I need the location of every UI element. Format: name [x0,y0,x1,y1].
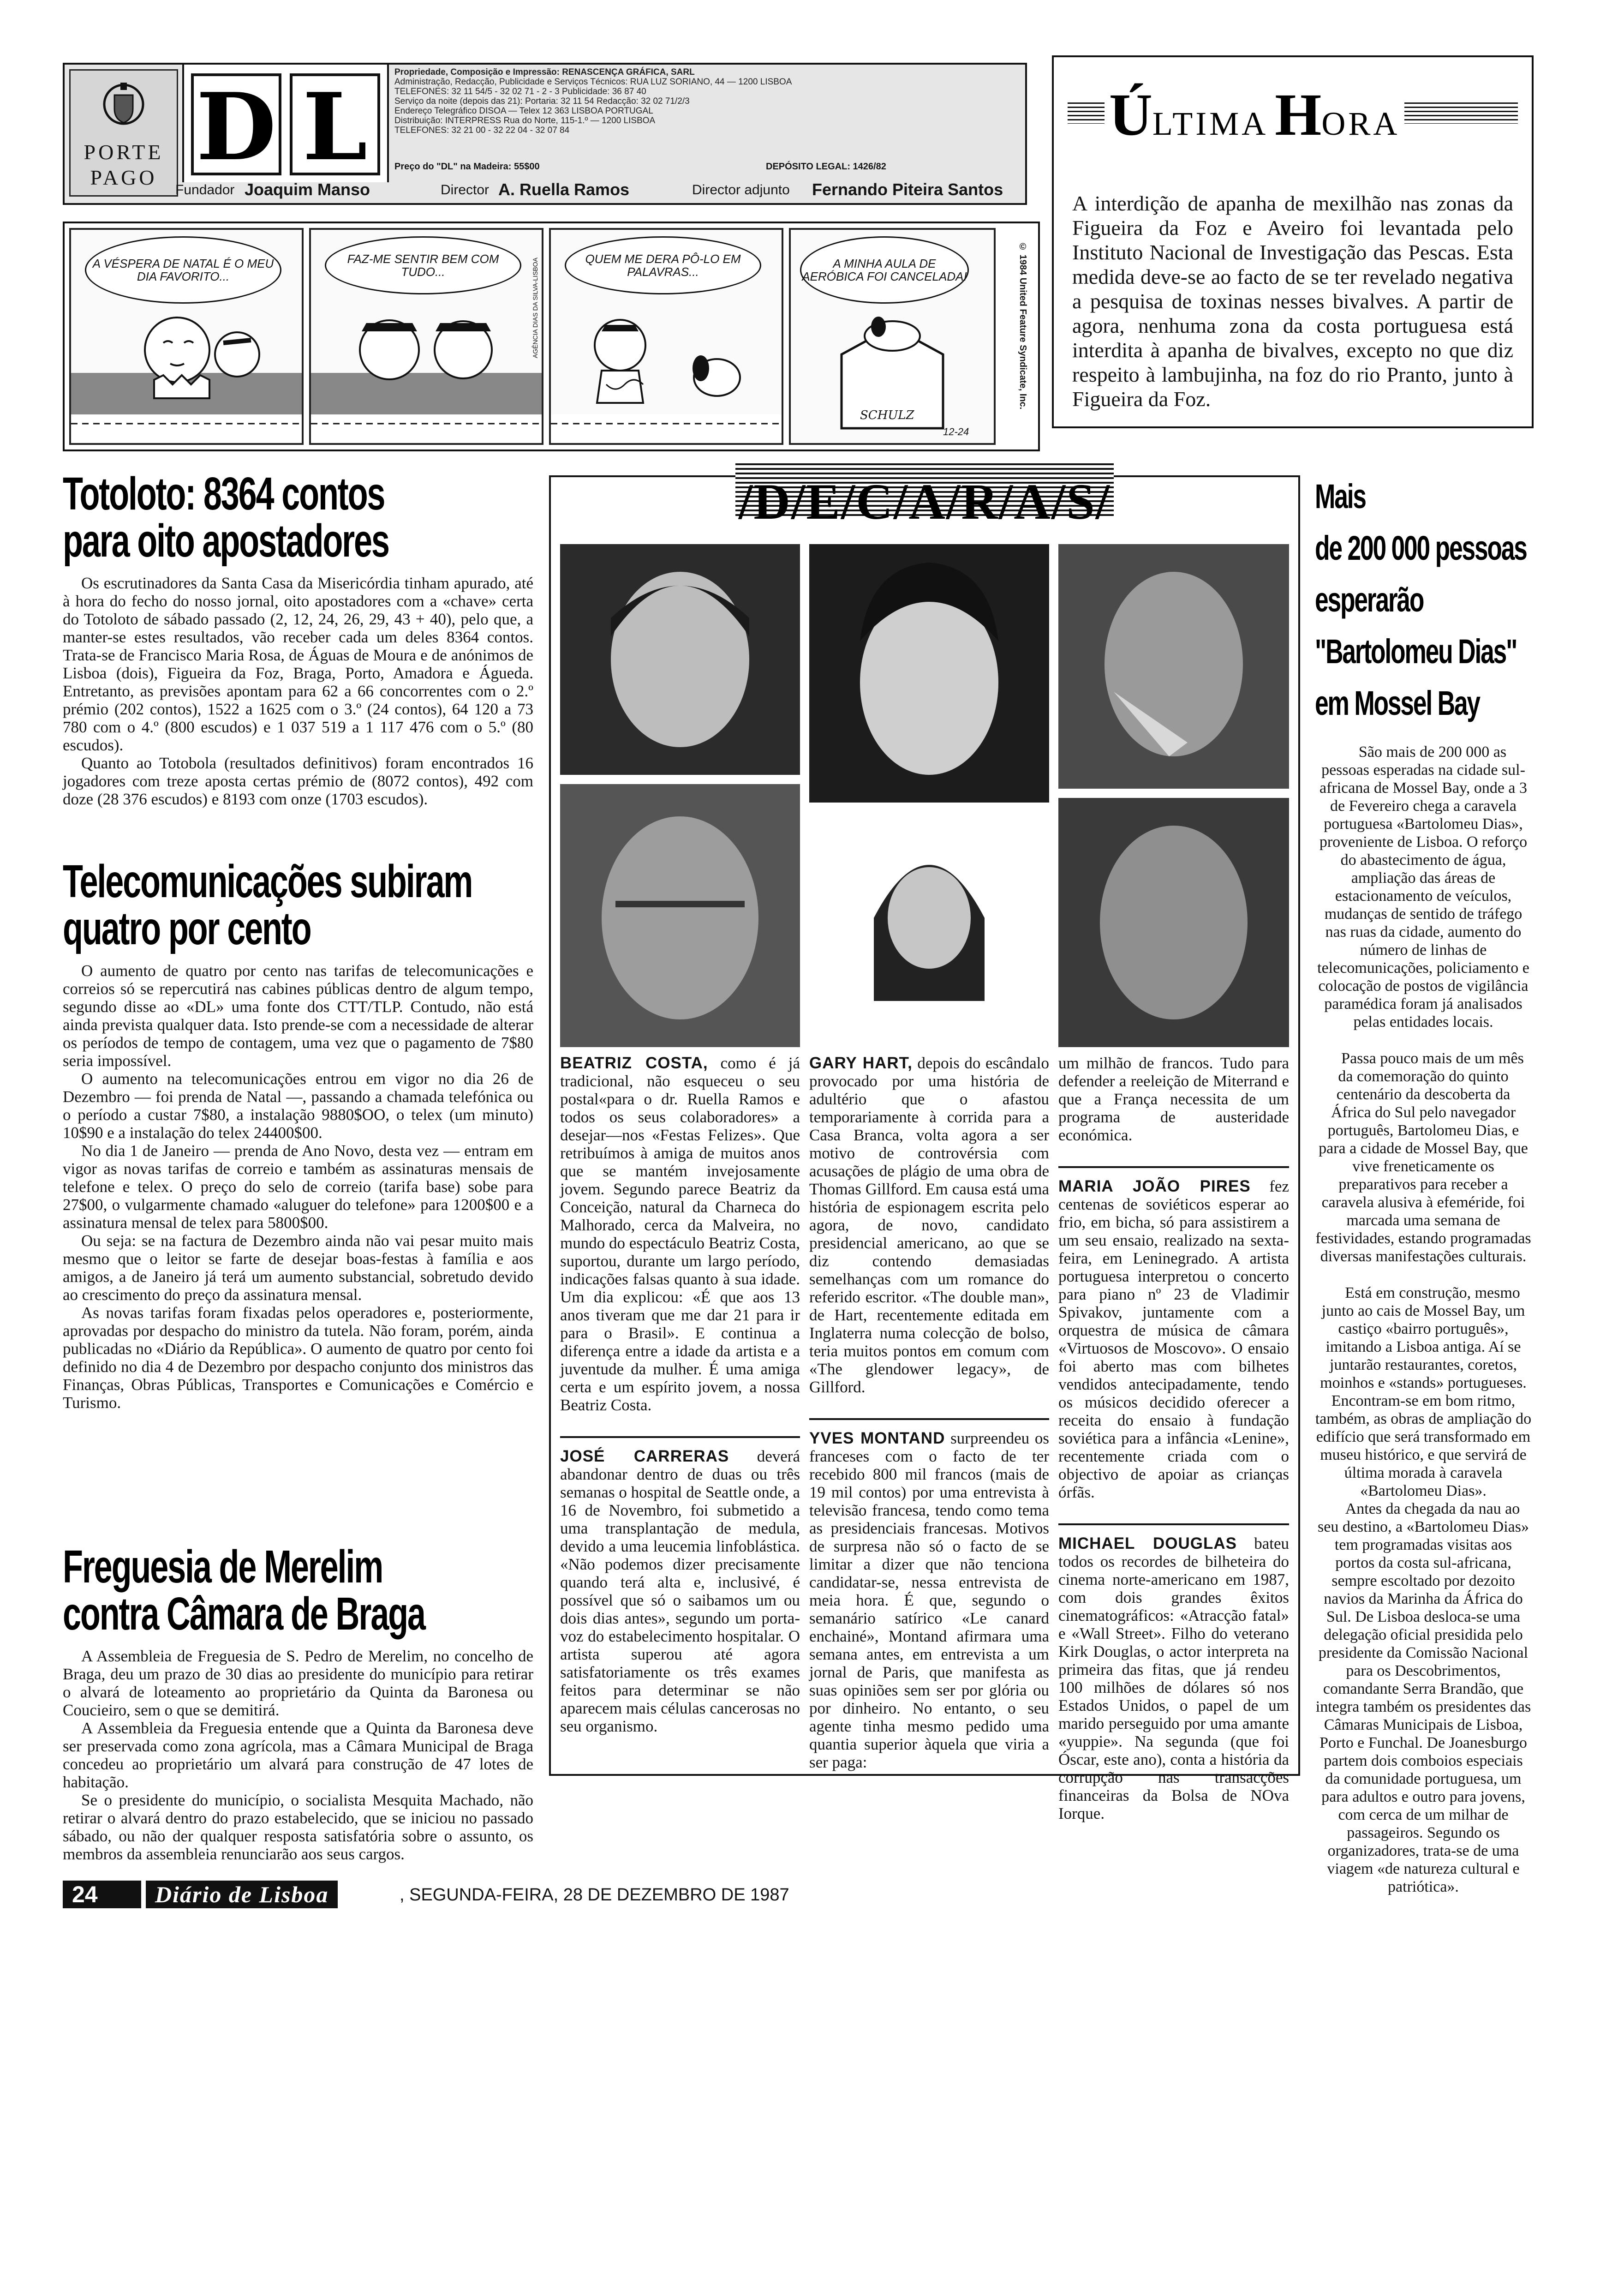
page-footer [63,1881,985,1913]
caption-michael-douglas [1058,1523,1289,1822]
caption-text: como é já tradicional, não esqueceu o seu postal«para o dr. Ruella Ramos e todos os seus colaboradores» a desejar—nos «Festas Felizes». Que retribuímos à amiga de muitos anos que se mantém invejosamente jovem. Segundo parece Beatriz da Conceição, natural da Charneca do Malhorado, cerca da Malveira, no mundo do espectáculo Beatriz Costa, suportou, durante um largo período, indicações falsas quanto à sua idade. Um dia explicou: «É que aos 13 anos tiveram que me dar 21 para ir para o Brasil». E continua a diferença entre a idade da artista e a juventude da mulher. É uma amiga certa e um espírito jovem, a nossa Beatriz Costa. [560,1054,800,1414]
photo-jose-carreras [560,784,800,1047]
person-name: MARIA JOÃO PIRES [1058,1177,1251,1195]
caption-text: surpreendeu os franceses com o facto de ter recebido 800 mil francos (mais de 19 mil contos) por uma entrevista à televisão francesa, tendo como tema as presidenciais francesas. Motivos de surpresa não só o facto de se limitar a dizer que não tenciona candidatar-se, nessa entrevista de meia hora. É que, segundo o semanário satírico «Le canard enchainé», Montand afirmara uma semana antes, em entrevista a um jornal de Paris, que manifesta as suas opiniões sem ser por glória ou por dinheiro. No entanto, o seu agente tinha mesmo pedido uma quantia superior àquela que viria a ser paga: [809,1429,1049,1771]
caption-text: fez centenas de soviéticos esperar ao frio, em bicha, só para assistirem a um seu ensaio, realizado na sexta-feira, em Leninegrado. A artista portuguesa interpretou o concerto para piano nº 23 de Vladimir Spivakov, juntamente com a orquestra de música de câmara «Virtuosos de Moscovo». O ensaio foi aberto mas com bilhetes vendidos antecipadamente, tendo os músicos decidido oferecer a receita do ensaio à fundação soviética para a infância «Lenine», recentemente criada com o objectivo de apoiar as crianças órfãs. [1058,1177,1289,1501]
ultima-hora-text: A interdição de apanha de mexilhão nas zonas da Figueira da Foz e Aveiro foi levantada pelo Instituto Nacional de Investigação das Pescas. Esta medida deve-se ao facto de se ter revelado negativa a pesquisa de toxinas nesses bivalves. A partir de agora, nenhuma zona da costa portuguesa está interdita à apanha de bivalves, excepto no que diz respeito à lambujinha, na foz do rio Pranto, junto à Figueira da Foz. [1072,192,1513,411]
person-name: YVES MONTAND [809,1429,945,1447]
strip-date: 12-24 [943,426,969,437]
telecom-headline-1: Telecomunicações subiram [63,856,472,907]
totoloto-headline-1: Totoloto: 8364 contos [63,468,385,520]
photo-yves-montand [1058,544,1289,789]
paragraph: Se o presidente do município, o socialista Mesquita Machado, não retirar o alvará dentro do prazo estabelecido, que se iniciou no passado sábado, ou não der qualquer resposta satisfatória sobre o assunto, os membros da assembleia renunciarão aos seus cargos. [63,1791,533,1863]
page-date: , SEGUNDA-FEIRA, 28 DE DEZEMBRO DE 1987 [400,1885,789,1905]
comic-panel-4 [789,228,996,445]
caption-beatriz-costa [560,1054,800,1414]
decaras-col-2 [809,1054,1049,1793]
bartolomeu-headline-1: Mais [1315,477,1366,515]
imprint-line: Endereço Telegráfico DISOA — Telex 12 363 LISBOA PORTUGAL [394,106,653,116]
ultima-hora-title [1068,76,1518,148]
porte-pago-box [69,69,178,197]
title-h: H [1275,82,1322,148]
person-name: MICHAEL DOUGLAS [1058,1534,1237,1552]
snoopy-doghouse-illustration [791,299,994,442]
paragraph: Está em construção, mesmo junto ao cais de Mossel Bay, um castiço «bairro português», imitando a Lisboa antiga. Aí se juntarão restaurantes, coretos, moinhos e «stands» portugueses. Encontram-se em bom ritmo, também, as obras de ampliação do edifício que será transformado em museu histórico, e que servirá de última morada à caravela «Bartolomeu Dias». [1315,1284,1532,1499]
fundador-label: Fundador [175,182,235,198]
children-snoopy-illustration [551,299,782,442]
paragraph: Ou seja: se na factura de Dezembro ainda não vai pesar muito mais mesmo que o leitor se farte de desejar boas-festas à família e aos amigos, a de Janeiro já terá um aumento substancial, sobretudo devido ao crescimento do preço da assinatura mensal. [63,1232,533,1304]
paragraph: A Assembleia da Freguesia entende que a Quinta da Baronesa deve ser preservada como zona agrícola, mas a Câmara Municipal de Braga concedeu ao proprietário um alvará para construção de 47 lotes de habitação. [63,1719,533,1791]
copyright-credit: © 1984 United Feature Syndicate, Inc. [1018,242,1028,410]
imprint-line: TELEFONES: 32 21 00 - 32 22 04 - 32 07 84 [394,126,570,135]
paragraph: O aumento de quatro por cento nas tarifas de telecomunicações e correios só se repercutirá nas cabines públicas dentro de algum tempo, segundo disse ao «DL» uma fonte dos CTT/TLP. Contudo, não está ainda prevista qualquer data. Isto prende-se com a necessidade de alterar os períodos de tempo de contagem, uma vez que o pagamento de 7$80 seria impossível. [63,962,533,1070]
paragraph: Os escrutinadores da Santa Casa da Misericórdia tinham apurado, até à hora do fecho do nosso jornal, oito apostadores com a «chave» certa do Totoloto de sábado passado (2, 12, 24, 26, 29, 43 + 40), pelo que, a manter-se estes resultados, vão receber cada um deles 8364 contos. Trata-se de Francisco Maria Rosa, de Águas de Moura e de anónimos de Lisboa (dois), Figueira da Foz, Braga, Porto, Amadora e Águeda. Entretanto, as previsões apontam para 62 a 66 concorrentes com o 2.º prémio (202 contos), 1522 a 1625 com o 3.º (24 contos), 64 120 a 73 780 com o 4.º (800 escudos) e 1 037 519 a 1 117 476 com o 5.º (80 escudos). [63,574,533,754]
photo-maria-joao-pires [809,812,1049,1024]
person-name: JOSÉ CARRERAS [560,1447,729,1465]
comic-panel-2 [309,228,543,445]
imprint-line: TELEFONES: 32 11 54/5 - 32 02 71 - 2 - 3 Publicidade: 36 87 40 [394,87,646,96]
merelim-body [63,1647,533,1863]
bartolomeu-headline-3: esperarão [1315,581,1424,619]
title-ora: ORA [1321,105,1400,142]
speech-bubble: QUEM ME DERA PÔ-LO EM PALAVRAS... [565,236,761,294]
speech-bubble: FAZ-ME SENTIR BEM COM TUDO... [325,236,521,294]
person-name: BEATRIZ COSTA, [560,1054,708,1072]
svg-text:L: L [302,73,368,181]
photo-beatriz-costa [560,544,800,775]
svg-text:D: D [196,73,276,181]
imprint-line: Administração, Redacção, Publicidade e Serviços Técnicos: RUA LUZ SORIANO, 44 — 1200 LISBOA [394,77,792,87]
caption-jose-carreras [560,1436,800,1735]
paragraph: Antes da chegada da nau ao seu destino, a «Bartolomeu Dias» tem programadas visitas aos portos da costa sul-africana, sempre escoltado por dezoito navios da Marinha da África do Sul. De Lisboa desloca-se uma delegação oficial presidida pelo presidente da Comissão Nacional para os Descobrimentos, comandante Serra Brandão, que integra também os presidentes das Câmaras Municipais de Lisboa, Porto e Funchal. De Joanesburgo partem dois comboios especiais da comunidade portuguesa, um para adultos e outro para jovens, com cerca de um milhar de passageiros. Segundo os organizadores, trata-se de uma viagem «de natureza cultural e patriótica». [1315,1500,1531,1895]
title-u: Ú [1109,82,1152,148]
merelim-headline-1: Freguesia de Merelim [63,1541,383,1593]
photo-michael-douglas [1058,798,1289,1047]
paragraph: Quanto ao Totobola (resultados definitivos) foram encontrados 16 jogadores com treze aposta certas prémio de (8072 contos), 492 com doze (28 376 escudos) e 8193 com onze (1703 escudos). [63,754,533,808]
masthead [63,63,1027,205]
totoloto-body [63,574,533,808]
photo-gary-hart [809,544,1049,803]
totoloto-headline-2: para oito apostadores [63,515,389,567]
decaras-col-3 [1058,1054,1289,1845]
director-label: Director [441,182,490,198]
bartolomeu-headline-5: em Mossel Bay [1315,684,1480,722]
signature-text: SCHULZ [860,408,914,422]
imprint-line: Distribuição: INTERPRESS Rua do Norte, 115-1.º — 1200 LISBOA [394,116,656,126]
bartolomeu-headline-4: "Bartolomeu Dias" [1315,632,1517,671]
paper-name: Diário de Lisboa [146,1881,338,1908]
title-letters [1105,80,1404,150]
telecom-headline-2: quatro por cento [63,903,311,954]
telecom-article [63,858,533,1412]
porte-label: PORTE [84,140,164,164]
caption-text: depois do escândalo provocado por uma história de adultério que o afastou temporariamente à corrida para a Casa Branca, volta agora a ser motivo de controvérsia com acusações de plágio de uma obra de Thomas Gillford. Em causa está uma história de espionagem escrita pelo agora, de novo, candidato presidencial americano, ao que se diz contendo demasiadas semelhanças com um romance do referido escritor. «The double man», de Hart, recentemente editada em Inglaterra numa colecção de bolso, teria muitos pontos em comum com «The glendower legacy», de Gillford. [809,1054,1049,1396]
price-label: Preço do "DL" na Madeira: 55$00 [394,162,540,172]
caption-gary-hart [809,1054,1049,1396]
speech-bubble: A VÉSPERA DE NATAL É O MEU DIA FAVORITO... [85,236,281,304]
caption-text: um milhão de francos. Tudo para defender a reeleição de Miterrand e que a França necessita de um programa de austeridade económica. [1058,1054,1289,1144]
comic-panel-1 [69,228,304,445]
adjunto-label: Director adjunto [692,182,790,198]
paragraph: No dia 1 de Janeiro — prenda de Ano Novo, desta vez — entram em vigor as novas tarifas de correio e também as assinaturas mensais de telefone e telex. O preço do selo de correio (tarifa base) sobe para 27$00, o vulgarmente chamado «aluguer do telefone» para 1200$00 e a assinatura mensal de telex para 5800$00. [63,1142,533,1232]
coat-of-arms-icon [103,79,144,130]
comic-strip [63,222,1040,451]
fundador-name: Joaquim Manso [245,180,370,199]
bartolomeu-body [1315,743,1532,1896]
dl-logo [182,65,389,182]
pago-label: PAGO [90,166,157,189]
imprint-line: Serviço da noite (depois das 21): Portaria: 32 11 54 Redacção: 32 02 71/2/3 [394,96,690,106]
merelim-headline-2: contra Câmara de Braga [63,1588,425,1640]
merelim-article [63,1541,533,1863]
imprint [394,67,893,135]
title-ltima: LTIMA [1152,105,1269,142]
caption-text: deverá abandonar dentro de duas ou três semanas o hospital de Seattle onde, a 16 de Novembro, foi submetido a uma transplantação de medula, devido a uma leucemia linfoblástica. «Não podemos dizer precisamente quando terá alta e, inclusivé, é possível que só o saibamos um ou dois dias antes», segundo um porta-voz do estabelecimento hospitalar. O artista superou até agora satisfatoriamente os três exames feitos para determinar se não aparecem mais células cancerosas no seu organismo. [560,1447,800,1735]
paragraph: O aumento na telecomunicações entrou em vigor no dia 26 de Dezembro — foi prenda de Natal —, passando a chamada telefónica ou o período a custar 7$80, a instalação 9880$OO, o telex (um minuto) 10$90 e a instalação do telex 24400$00. [63,1070,533,1142]
paragraph: Passa pouco mais de um mês da comemoração do quinto centenário da descoberta da África do Sul pelo navegador português, Bartolomeu Dias, e para a cidade de Mossel Bay, que vive freneticamente os preparativos para receber a caravela alusiva à efeméride, foi marcada uma semana de festividades, estando programadas diversas manifestações culturais. [1315,1050,1531,1265]
agency-credit: AGÊNCIA DIAS DA SILVA-LISBOA [531,258,539,359]
charlie-brown-illustration [71,299,302,442]
decaras-title: /D/E/C/A/R/A/S/ [738,473,1111,530]
paragraph: São mais de 200 000 as pessoas esperadas na cidade sul-africana de Mossel Bay, onde a 3 de Fevereiro chega a caravela portuguesa «Bartolomeu Dias», proveniente de Lisboa. O reforço do abastecimento de água, ampliação das áreas de estacionamento de veículos, mudanças de sentido de tráfego nas ruas da cidade, aumento do número de linhas de telecomunicações, policiamento e colocação de postos de vigilância paramédica foram já analisados pelas entidades locais. [1317,743,1529,1031]
bartolomeu-headline-2: de 200 000 pessoas [1315,529,1527,567]
speech-bubble: A MINHA AULA DE AERÓBICA FOI CANCELADA! [800,236,969,304]
charlie-brown-linus-illustration [311,299,542,442]
deposito-label: DEPÓSITO LEGAL: 1426/82 [766,162,886,172]
totoloto-article [63,468,533,808]
telecom-body [63,962,533,1412]
caption-maria-joao-pires [1058,1166,1289,1501]
page-number: 24 [63,1881,141,1908]
paragraph: A Assembleia de Freguesia de S. Pedro de Merelim, no concelho de Braga, deu um prazo de 30 dias ao presidente do município para retirar o alvará de loteamento ao proprietário da Quinta da Baronesa ou Coucieiro, sem o que se demitirá. [63,1647,533,1719]
caption-text: bateu todos os recordes de bilheteira do cinema norte-americano em 1987, com dois grandes êxitos cinematográficos: «Atracção fatal» e «Wall Street». Filho do veterano Kirk Douglas, o actor interpreta na primeira das fitas, que já rendeu 100 milhões de dólares só nos Estados Unidos, o papel de um marido perseguido por uma amante «yuppie». Na segunda (que foi Óscar, este ano), conta a história da corrupção nas transacções financeiras da Bolsa de NOva Iorque. [1058,1534,1289,1822]
adjunto-name: Fernando Piteira Santos [812,180,1003,199]
caption-yves-montand [809,1418,1049,1771]
director-name: A. Ruella Ramos [498,180,630,199]
bartolomeu-article [1315,471,1532,1896]
decaras-col-1 [560,1054,800,1757]
comic-panel-3 [549,228,783,445]
ultima-hora-box [1052,55,1534,428]
decaras-section [549,473,1300,1822]
person-name: GARY HART, [809,1054,913,1072]
paragraph: As novas tarifas foram fixadas pelos operadores e, posteriormente, aprovadas por despacho do ministro da tutela. Não foram, porém, ainda publicadas no «Diário da República». O aumento de quatro por cento foi definido no dia 4 de Dezembro por despacho conjunto dos ministros das Finanças, Obras Públicas, Transportes e Comunicações e Comércio e Turismo. [63,1304,533,1412]
imprint-line: Propriedade, Composição e Impressão: RENASCENÇA GRÁFICA, SARL [394,67,695,77]
caption-continuation [1058,1054,1289,1144]
